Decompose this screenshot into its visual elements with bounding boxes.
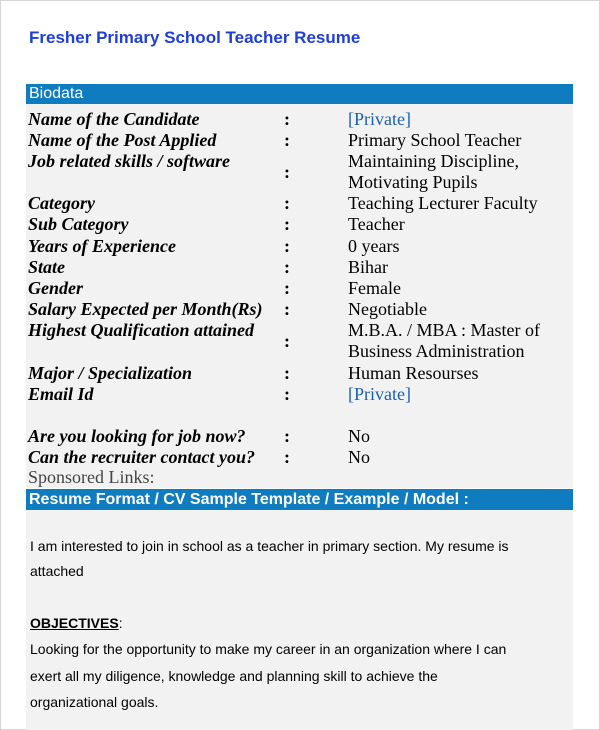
- field-separator: :: [284, 363, 290, 383]
- page-title: Fresher Primary School Teacher Resume: [29, 28, 361, 47]
- field-label: Years of Experience: [28, 236, 176, 256]
- field-value: Female: [348, 278, 401, 298]
- field-separator: :: [284, 162, 290, 182]
- field-separator: :: [284, 299, 290, 319]
- field-row-candidate-name: [28, 109, 573, 130]
- field-row-qualification: [28, 320, 573, 362]
- field-value: No: [348, 426, 370, 446]
- field-label: Can the recruiter contact you?: [28, 447, 256, 467]
- field-value-private-link[interactable]: [Private]: [348, 109, 411, 129]
- field-separator: :: [284, 193, 290, 213]
- field-separator: :: [284, 278, 290, 298]
- field-value: Maintaining Discipline,: [348, 151, 519, 171]
- objectives-heading: [30, 610, 123, 636]
- sponsored-links-label: Sponsored Links:: [28, 467, 155, 487]
- field-row-post-applied: [28, 130, 573, 151]
- field-row-sub-category: [28, 214, 573, 235]
- field-row-salary: [28, 299, 573, 320]
- field-row-email: [28, 384, 573, 405]
- field-separator: :: [284, 236, 290, 256]
- field-row-state: [28, 257, 573, 278]
- objectives-line: exert all my diligence, knowledge and planning skill to achieve the: [30, 668, 438, 684]
- field-label: Highest Qualification attained: [28, 320, 255, 340]
- field-label: Sub Category: [28, 214, 129, 234]
- field-value-line2: Motivating Pupils: [348, 172, 478, 192]
- field-value-private-link[interactable]: [Private]: [348, 384, 411, 404]
- resume-format-header: Resume Format / CV Sample Template / Example / Model :: [26, 489, 573, 510]
- field-value: Negotiable: [348, 299, 427, 319]
- field-value: Primary School Teacher: [348, 130, 522, 150]
- field-separator: :: [284, 447, 290, 467]
- objectives-line: Looking for the opportunity to make my career in an organization where I can: [30, 641, 507, 657]
- field-row-experience: [28, 236, 573, 257]
- field-row-skills: [28, 151, 573, 193]
- field-value: No: [348, 447, 370, 467]
- objectives-colon: :: [118, 615, 123, 631]
- field-label: Name of the Candidate: [28, 109, 200, 129]
- field-value-line2: Business Administration: [348, 341, 525, 361]
- intro-line: I am interested to join in school as a teacher in primary section. My resume is: [30, 538, 509, 554]
- field-label: Name of the Post Applied: [28, 130, 217, 150]
- intro-line: attached: [30, 563, 84, 579]
- field-row-category: [28, 193, 573, 214]
- objectives-title: OBJECTIVES: [30, 615, 119, 631]
- field-label: Gender: [28, 278, 83, 298]
- field-value: Teacher: [348, 214, 405, 234]
- field-separator: :: [284, 426, 290, 446]
- field-label: Major / Specialization: [28, 363, 193, 383]
- field-label: Are you looking for job now?: [28, 426, 246, 446]
- biodata-header: Biodata: [26, 84, 573, 104]
- field-separator: :: [284, 214, 290, 234]
- field-value: Bihar: [348, 257, 388, 277]
- field-separator: :: [284, 257, 290, 277]
- field-label: Salary Expected per Month(Rs): [28, 299, 263, 319]
- field-label: State: [28, 257, 66, 277]
- field-value: Teaching Lecturer Faculty: [348, 193, 538, 213]
- field-row-specialization: [28, 363, 573, 384]
- field-label: Job related skills / software: [28, 151, 230, 171]
- field-separator: :: [284, 384, 290, 404]
- field-value: 0 years: [348, 236, 400, 256]
- field-label: Email Id: [28, 384, 94, 404]
- field-row-looking-for-job: [28, 426, 573, 447]
- field-row-recruiter-contact: [28, 447, 573, 468]
- field-separator: :: [284, 130, 290, 150]
- field-value: M.B.A. / MBA : Master of: [348, 320, 541, 340]
- field-separator: :: [284, 331, 290, 351]
- field-value: Human Resourses: [348, 363, 479, 383]
- field-label: Category: [28, 193, 95, 213]
- objectives-line: organizational goals.: [30, 694, 159, 710]
- field-separator: :: [284, 109, 290, 129]
- field-row-gender: [28, 278, 573, 299]
